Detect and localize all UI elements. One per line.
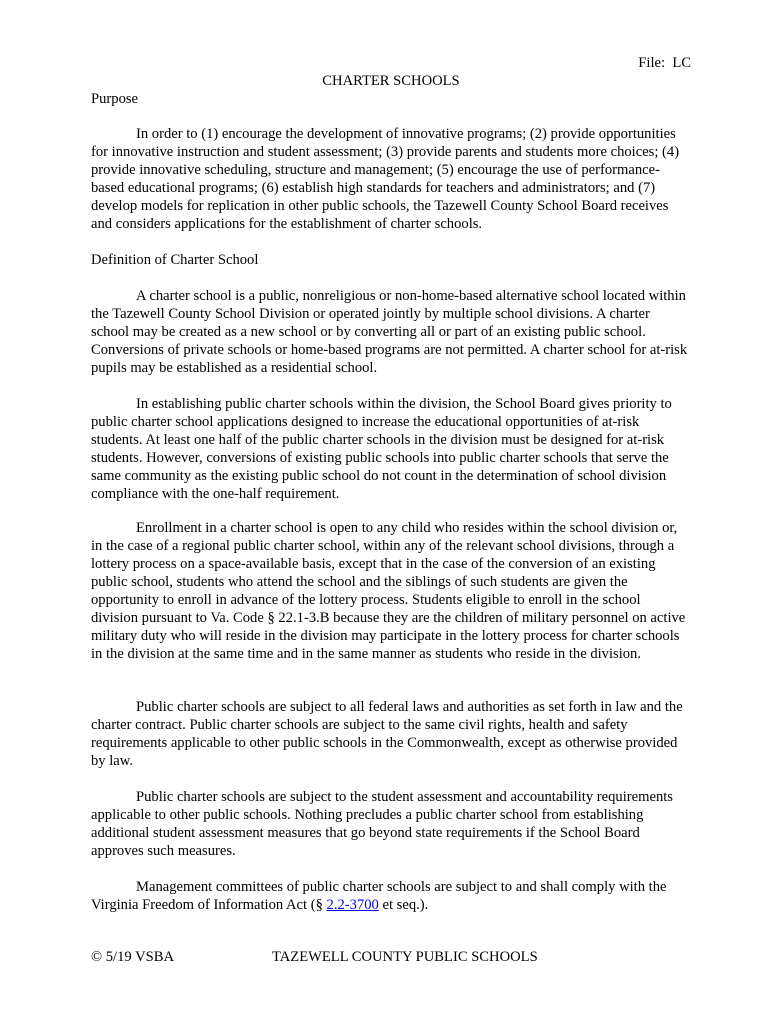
footer-organization: TAZEWELL COUNTY PUBLIC SCHOOLS <box>272 949 538 965</box>
priority-paragraph: In establishing public charter schools within the division, the School Board gives priority to public charter school applications designed to increase the educational opportunities of at-risk students. At least one half of the public charter schools in the division must be designed for at-risk students. However, conversions of existing public schools into public charter schools that serve the same community as the existing public school do not count in the determination of school division compliance with the one-half requirement. <box>91 396 672 502</box>
purpose-paragraph: In order to (1) encourage the development of innovative programs; (2) provide opportunities for innovative instruction and student assessment; (3) provide parents and students more choices; (4) provide innovative scheduling, structure and management; (5) encourage the use of performance-based educational programs; (6) establish high standards for teachers and administrators; and (7) develop models for replication in other public schools, the Tazewell County School Board receives and considers applications for the establishment of charter schools. <box>91 126 680 232</box>
purpose-heading: Purpose <box>91 91 139 107</box>
definition-heading: Definition of Charter School <box>91 252 259 268</box>
assessment-paragraph: Public charter schools are subject to the student assessment and accountability requirements applicable to other public schools. Nothing precludes a public charter school from establishing additional student assessment measures that go beyond state requirements if the School Board approves such measures. <box>91 789 673 859</box>
foia-text-after: et seq.). <box>378 897 429 913</box>
foia-text-before: Management committees of public charter schools are subject to and shall comply with the Virginia Freedom of Information Act (§ <box>91 879 667 913</box>
footer-copyright: © 5/19 VSBA <box>91 949 174 965</box>
enrollment-paragraph: Enrollment in a charter school is open to any child who resides within the school division or, in the case of a regional public charter school, within any of the relevant school divisions, through a lottery process on a space-available basis, except that in the case of the conversion of an existing public school, students who attend the school and the siblings of such students are given the opportunity to enroll in advance of the lottery process. Students eligible to enroll in the school division pursuant to Va. Code § 22.1-3.B because they are the children of military personnel on active military duty who will reside in the division may participate in the lottery process for charter schools in the division at the same time and in the same manner as students who reside in the division. <box>91 520 686 662</box>
foia-paragraph <box>91 878 691 914</box>
file-code-label: File: LC <box>638 55 691 71</box>
page-title: CHARTER SCHOOLS <box>322 73 460 89</box>
code-section-link[interactable]: 2.2-3700 <box>326 897 379 913</box>
federal-laws-paragraph: Public charter schools are subject to all federal laws and authorities as set forth in law and the charter contract. Public charter schools are subject to the same civil rights, health and safety requirements applicable to other public schools in the Commonwealth, except as otherwise provided by law. <box>91 699 683 769</box>
document-page <box>91 0 691 1024</box>
definition-paragraph: A charter school is a public, nonreligious or non-home-based alternative school located within the Tazewell County School Division or operated jointly by multiple school divisions. A charter school may be created as a new school or by converting all or part of an existing public school. Conversions of private schools or home-based programs are not permitted. A charter school for at-risk pupils may be established as a residential school. <box>91 288 688 376</box>
